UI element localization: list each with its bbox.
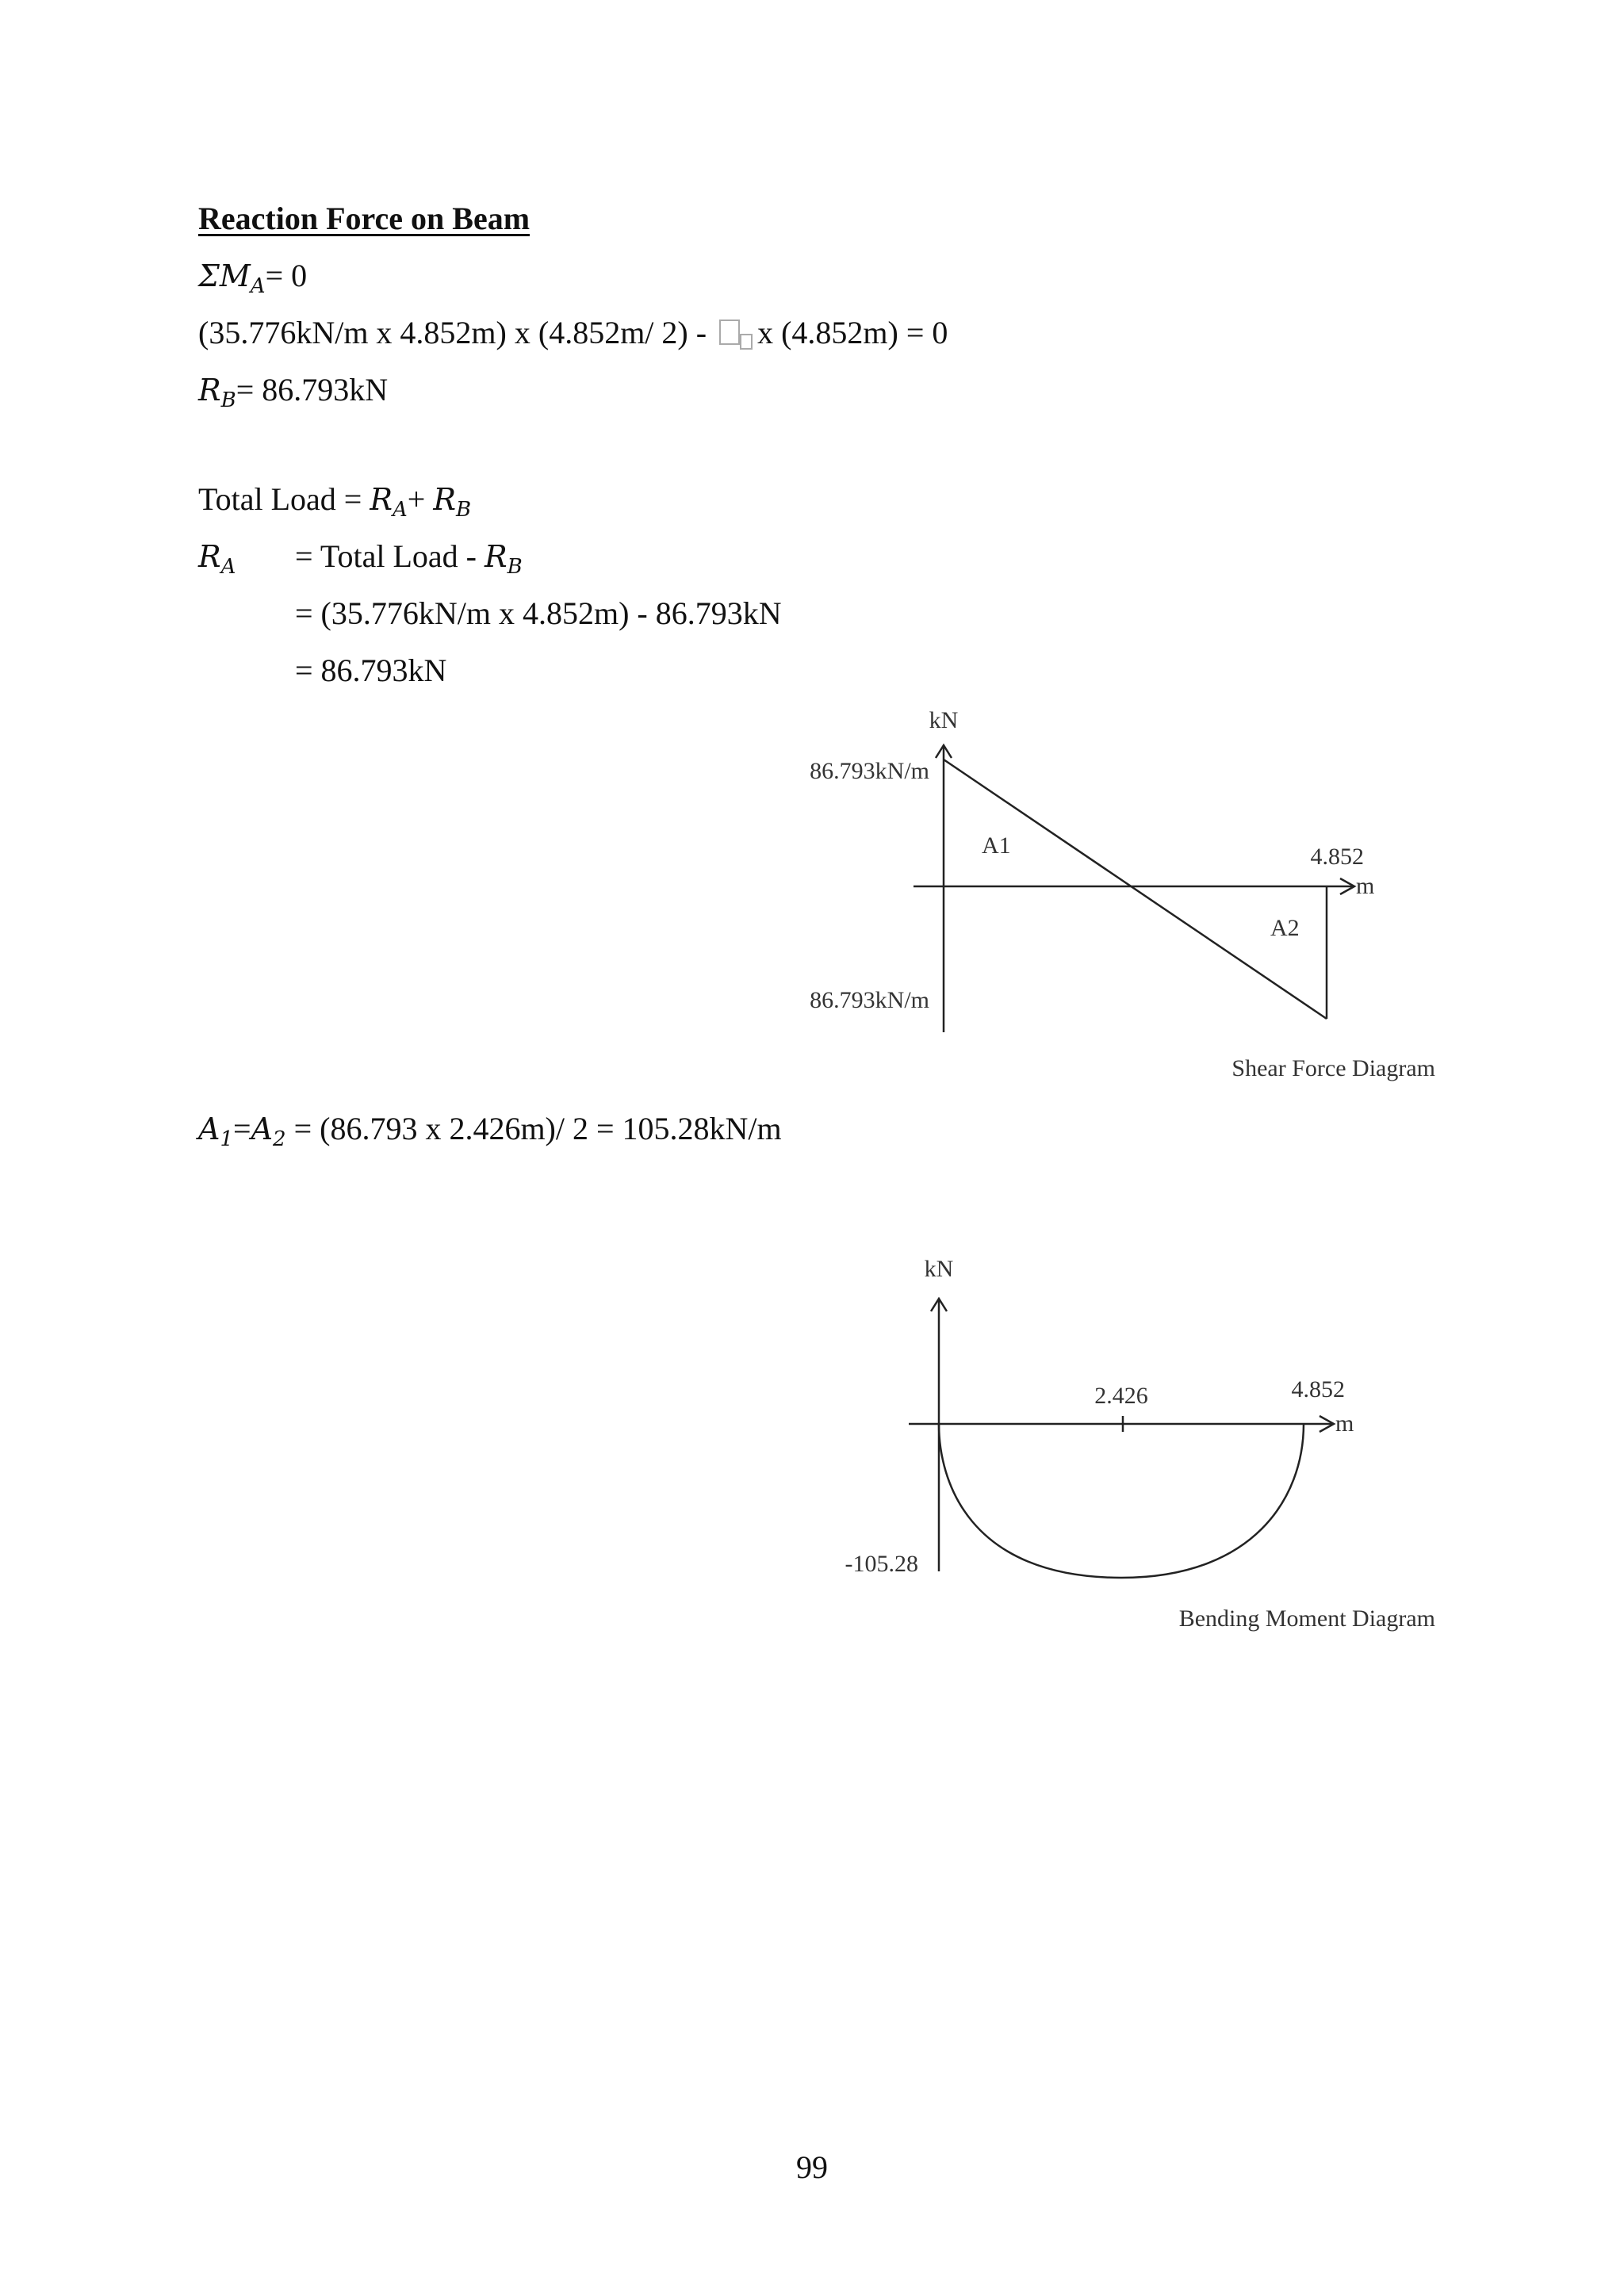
equation-text: (35.776kN/m x 4.852m) x (4.852m/ 2) - [198, 315, 715, 350]
equation-moment-expansion [198, 314, 948, 352]
y-axis-label: kN [924, 1256, 954, 1282]
equation-text: = Total Load - [295, 538, 485, 574]
math-symbol: $R_B$ [198, 373, 236, 412]
diagram-caption: Bending Moment Diagram [1178, 1605, 1435, 1632]
x-axis-label: m [1356, 873, 1375, 899]
equation-total-load [198, 480, 471, 529]
math-symbol: $R_B$ [484, 539, 523, 579]
midpoint-label: 2.426 [1094, 1383, 1148, 1409]
min-value-label: -105.28 [845, 1551, 918, 1577]
top-value-label: 86.793kN/m [810, 758, 929, 784]
missing-glyph-icon [719, 320, 740, 345]
equation-reaction-a-rhs [295, 538, 523, 586]
math-symbol: $R_A$ [370, 482, 408, 522]
math-symbol: $\Sigma M_A$ [198, 258, 266, 298]
area1-label: A1 [982, 832, 1011, 859]
math-symbol: $R_B$ [433, 482, 472, 522]
equation-text: = (86.793 x 2.426m)/ 2 = 105.28kN/m [285, 1111, 782, 1146]
equation-areas [198, 1110, 782, 1158]
equation-reaction-a-result: = 86.793kN [295, 652, 447, 688]
equation-text: = 0 [265, 258, 308, 293]
missing-glyph-icon [740, 334, 753, 350]
shear-line [944, 760, 1327, 1019]
equation-reaction-b [198, 371, 388, 419]
bending-moment-diagram [777, 1245, 1459, 1641]
equation-reaction-a-step: = (35.776kN/m x 4.852m) - 86.793kN [295, 595, 782, 631]
area2-label: A2 [1270, 915, 1300, 941]
math-symbol: $A_2$ [251, 1112, 286, 1151]
equation-text: x (4.852m) = 0 [757, 315, 948, 350]
page-number: 99 [796, 2149, 828, 2185]
shear-force-diagram [777, 698, 1459, 1094]
equation-text: = 86.793kN [236, 372, 389, 408]
equation-text: Total Load = [198, 481, 370, 517]
y-axis-label: kN [929, 707, 959, 733]
x-axis-label: m [1335, 1410, 1354, 1437]
equation-text: = [233, 1111, 251, 1146]
section-heading: Reaction Force on Beam [198, 201, 530, 236]
bottom-value-label: 86.793kN/m [810, 987, 929, 1013]
diagram-caption: Shear Force Diagram [1231, 1055, 1435, 1081]
equation-moment-sum [198, 257, 307, 305]
moment-curve [939, 1424, 1304, 1578]
end-value-label: 4.852 [1310, 844, 1364, 870]
math-symbol: $R_A$ [198, 539, 236, 579]
math-symbol: $A_1$ [198, 1112, 233, 1151]
equation-text: + [407, 481, 434, 517]
equation-reaction-a-label [198, 538, 236, 586]
end-value-label: 4.852 [1291, 1376, 1345, 1402]
